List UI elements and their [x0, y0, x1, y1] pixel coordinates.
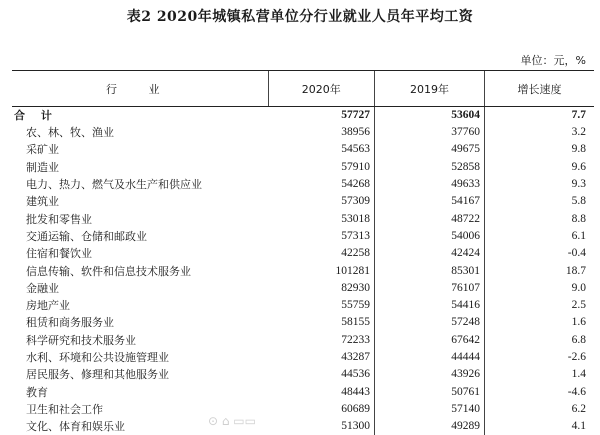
- value-2019: 54006: [374, 228, 484, 245]
- value-2019: 85301: [374, 262, 484, 279]
- table-row: [12, 349, 594, 366]
- header-industry: 行 业: [12, 71, 268, 107]
- table-row: [12, 262, 594, 279]
- growth-rate: 9.6: [485, 159, 594, 176]
- industry-name: 水利、环境和公共设施管理业: [12, 349, 268, 366]
- value-2019: 57140: [374, 401, 484, 418]
- table-row: [12, 383, 594, 400]
- table-row: [12, 280, 594, 297]
- value-2019: 54167: [374, 193, 484, 210]
- growth-rate: 6.2: [485, 401, 594, 418]
- table-row: [12, 176, 594, 193]
- industry-name: 居民服务、修理和其他服务业: [12, 366, 268, 383]
- value-2019: 57248: [374, 314, 484, 331]
- industry-name: 建筑业: [12, 193, 268, 210]
- value-2020: 54563: [268, 141, 374, 158]
- table-row: [12, 366, 594, 383]
- value-2019: 52858: [374, 159, 484, 176]
- value-2019: 54416: [374, 297, 484, 314]
- value-2019: 44444: [374, 349, 484, 366]
- growth-rate: 9.8: [485, 141, 594, 158]
- industry-name: 交通运输、仓储和邮政业: [12, 228, 268, 245]
- industry-name: 卫生和社会工作: [12, 401, 268, 418]
- table-row: [12, 245, 594, 262]
- value-2020: 42258: [268, 245, 374, 262]
- industry-name: 批发和零售业: [12, 210, 268, 227]
- header-2020: 2020年: [268, 71, 374, 107]
- unit-note: 单位：元，%: [521, 52, 586, 68]
- value-2020: 101281: [268, 262, 374, 279]
- table-row: [12, 193, 594, 210]
- industry-name: 采矿业: [12, 141, 268, 158]
- industry-name: 科学研究和技术服务业: [12, 332, 268, 349]
- total-row: [12, 107, 594, 125]
- growth-rate: 18.7: [485, 262, 594, 279]
- table-row: [12, 210, 594, 227]
- value-2020: 51300: [268, 418, 374, 435]
- value-2020: 57910: [268, 159, 374, 176]
- growth-rate: 9.0: [485, 280, 594, 297]
- table-row: [12, 124, 594, 141]
- table-row: [12, 228, 594, 245]
- header-growth: 增长速度: [485, 71, 594, 107]
- value-2019: 43926: [374, 366, 484, 383]
- growth-rate: 8.8: [485, 210, 594, 227]
- value-2020: 48443: [268, 383, 374, 400]
- industry-name: 房地产业: [12, 297, 268, 314]
- industry-name: 金融业: [12, 280, 268, 297]
- header-row: [12, 71, 594, 107]
- value-2019: 49675: [374, 141, 484, 158]
- growth-rate: 6.8: [485, 332, 594, 349]
- table-body: [12, 107, 594, 435]
- value-2019: 49633: [374, 176, 484, 193]
- growth-rate: 1.4: [485, 366, 594, 383]
- industry-name: 制造业: [12, 159, 268, 176]
- value-2020: 55759: [268, 297, 374, 314]
- growth-rate: -2.6: [485, 349, 594, 366]
- value-2019: 50761: [374, 383, 484, 400]
- watermark: ⊙ ⌂ ▭▭: [208, 414, 256, 428]
- value-2020: 58155: [268, 314, 374, 331]
- growth-rate: -4.6: [485, 383, 594, 400]
- industry-name: 文化、体育和娱乐业: [12, 418, 268, 435]
- header-2019: 2019年: [374, 71, 484, 107]
- value-2020: 53018: [268, 210, 374, 227]
- industry-name: 租赁和商务服务业: [12, 314, 268, 331]
- table-row: [12, 159, 594, 176]
- value-2020: 44536: [268, 366, 374, 383]
- total-2020: 57727: [268, 107, 374, 125]
- industry-name: 电力、热力、燃气及水生产和供应业: [12, 176, 268, 193]
- growth-rate: 9.3: [485, 176, 594, 193]
- value-2020: 38956: [268, 124, 374, 141]
- table-title: 表2 2020年城镇私营单位分行业就业人员年平均工资: [0, 6, 600, 26]
- value-2020: 82930: [268, 280, 374, 297]
- industry-name: 住宿和餐饮业: [12, 245, 268, 262]
- growth-rate: 2.5: [485, 297, 594, 314]
- growth-rate: 5.8: [485, 193, 594, 210]
- value-2019: 67642: [374, 332, 484, 349]
- growth-rate: 1.6: [485, 314, 594, 331]
- value-2019: 37760: [374, 124, 484, 141]
- value-2020: 54268: [268, 176, 374, 193]
- industry-name: 教育: [12, 383, 268, 400]
- value-2020: 57313: [268, 228, 374, 245]
- table-row: [12, 314, 594, 331]
- table-row: [12, 401, 594, 418]
- growth-rate: -0.4: [485, 245, 594, 262]
- total-2019: 53604: [374, 107, 484, 125]
- table-row: [12, 332, 594, 349]
- value-2019: 42424: [374, 245, 484, 262]
- value-2020: 57309: [268, 193, 374, 210]
- value-2019: 76107: [374, 280, 484, 297]
- value-2019: 48722: [374, 210, 484, 227]
- value-2020: 72233: [268, 332, 374, 349]
- table-row: [12, 418, 594, 435]
- total-label: 合 计: [12, 107, 268, 125]
- industry-name: 信息传输、软件和信息技术服务业: [12, 262, 268, 279]
- value-2020: 60689: [268, 401, 374, 418]
- value-2019: 49289: [374, 418, 484, 435]
- table-row: [12, 297, 594, 314]
- table-row: [12, 141, 594, 158]
- growth-rate: 4.1: [485, 418, 594, 435]
- growth-rate: 3.2: [485, 124, 594, 141]
- growth-rate: 6.1: [485, 228, 594, 245]
- total-growth: 7.7: [485, 107, 594, 125]
- wage-table: [12, 70, 594, 435]
- industry-name: 农、林、牧、渔业: [12, 124, 268, 141]
- value-2020: 43287: [268, 349, 374, 366]
